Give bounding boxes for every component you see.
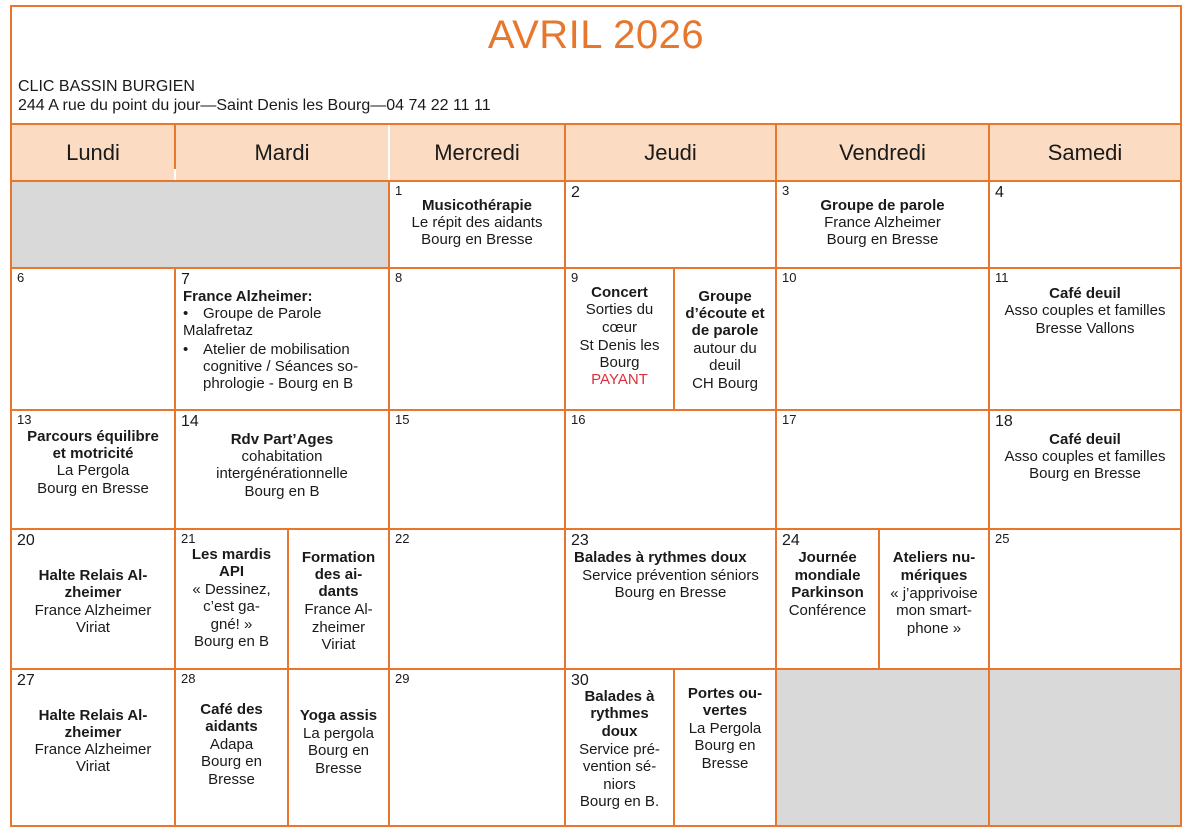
- day-cell-11: [990, 269, 1180, 409]
- event-detail: deuil: [709, 357, 741, 374]
- event-detail: Asso couples et familles: [1004, 448, 1166, 465]
- event-title: d’écoute et: [685, 305, 765, 322]
- event-location: Bresse Vallons: [1035, 320, 1135, 337]
- day-number: 15: [395, 412, 410, 427]
- weekday-jeudi: Jeudi: [566, 125, 775, 180]
- empty-cell: [990, 670, 1180, 825]
- event-location: Bourg en Bresse: [421, 231, 533, 248]
- day-number: 27: [17, 672, 35, 689]
- event-detail: La Pergola: [56, 462, 130, 479]
- event-title: zheimer: [64, 724, 122, 741]
- event-list-item: • Groupe de Parole: [177, 305, 382, 322]
- day-number: 13: [17, 412, 32, 427]
- day-number: 3: [782, 183, 790, 198]
- event-location: Bourg en Bresse: [614, 584, 727, 601]
- event-location: CH Bourg: [692, 375, 758, 392]
- event-list-item: • Atelier de mobilisation cognitive / Séances so- phrologie - Bourg en B: [177, 341, 382, 392]
- event-location: Malafretaz: [183, 322, 254, 339]
- event-detail: phone »: [906, 620, 962, 637]
- day-number: 24: [782, 532, 800, 549]
- event-title: Balades à rythmes doux: [574, 549, 747, 566]
- day-number: 2: [571, 184, 580, 201]
- event-title: rythmes: [590, 705, 649, 722]
- event-title: Journée: [798, 549, 857, 566]
- event-detail: Adapa: [209, 736, 254, 753]
- event-title: API: [218, 563, 244, 580]
- day-number: 11: [995, 270, 1009, 285]
- organization-name: CLIC BASSIN BURGIEN: [18, 78, 195, 95]
- event-title: doux: [601, 723, 638, 740]
- event-detail: Conférence: [788, 602, 867, 619]
- day-cell-8: [390, 269, 564, 409]
- day-cell-29: [390, 670, 564, 825]
- day-cell-21-api: [176, 530, 287, 668]
- event-title: Formation: [301, 549, 376, 566]
- day-cell-25: [990, 530, 1180, 668]
- event-detail: France Alzheimer: [34, 602, 152, 619]
- event-title: Groupe: [698, 288, 752, 305]
- event-title: Parkinson: [791, 584, 864, 601]
- payant-label: PAYANT: [591, 371, 648, 388]
- weekday-mardi: Mardi: [176, 125, 388, 180]
- event-list: [177, 305, 382, 322]
- day-cell-3: [777, 182, 988, 267]
- day-cell-16: [566, 411, 775, 528]
- day-cell-13: [12, 411, 174, 528]
- event-detail: c’est ga-: [203, 598, 260, 615]
- event-location: Bourg en B: [193, 633, 270, 650]
- day-cell-1: [390, 182, 564, 267]
- day-number: 21: [181, 531, 196, 546]
- event-detail: La Pergola: [688, 720, 762, 737]
- day-number: 18: [995, 413, 1013, 430]
- event-detail: « j’apprivoise: [890, 585, 978, 602]
- day-cell-27: [12, 670, 174, 825]
- day-cell-20: [12, 530, 174, 668]
- event-title: Halte Relais Al-: [38, 707, 148, 724]
- day-cell-22: [390, 530, 564, 668]
- day-cell-17: [777, 411, 988, 528]
- day-cell-14: [176, 411, 388, 528]
- event-location: Viriat: [76, 758, 110, 775]
- day-cell-28-yoga: [289, 670, 388, 825]
- event-title: Musicothérapie: [421, 197, 533, 214]
- event-title: Groupe de parole: [820, 197, 945, 214]
- event-location: Bresse: [315, 760, 362, 777]
- day-number: 29: [395, 671, 410, 686]
- day-number: 22: [395, 531, 410, 546]
- day-number: 28: [181, 671, 196, 686]
- event-detail: France Alzheimer: [34, 741, 152, 758]
- event-location: St Denis les: [579, 337, 660, 354]
- weekday-vendredi: Vendredi: [777, 125, 988, 180]
- event-detail: intergénérationnelle: [216, 465, 348, 482]
- event-title: Concert: [591, 284, 648, 301]
- event-detail: autour du: [693, 340, 757, 357]
- event-detail: France Al-: [304, 601, 373, 618]
- day-cell-15: [390, 411, 564, 528]
- event-detail: zheimer: [311, 619, 366, 636]
- event-detail: mon smart-: [896, 602, 972, 619]
- event-title: vertes: [702, 702, 748, 719]
- day-number: 17: [782, 412, 797, 427]
- event-title: dants: [318, 583, 359, 600]
- day-cell-18: [990, 411, 1180, 528]
- organization-info: [18, 77, 491, 115]
- weekday-mercredi: Mercredi: [390, 125, 564, 180]
- day-cell-9-groupe: [675, 269, 775, 409]
- event-location: Bourg en Bresse: [826, 231, 939, 248]
- event-detail: gné! »: [210, 616, 253, 633]
- event-title: et motricité: [52, 445, 134, 462]
- event-detail: La pergola: [303, 725, 374, 742]
- event-title: Parcours équilibre: [27, 428, 159, 445]
- event-title: Yoga assis: [299, 707, 378, 724]
- event-detail: cohabitation: [241, 448, 323, 465]
- event-title: Café deuil: [1049, 285, 1121, 302]
- day-cell-7: [176, 269, 388, 409]
- weekday-samedi: Samedi: [990, 125, 1180, 180]
- event-location: Bourg: [599, 354, 640, 371]
- event-detail: niors: [603, 776, 636, 793]
- day-cell-9-concert: [566, 269, 673, 409]
- event-title: Halte Relais Al-: [38, 567, 148, 584]
- event-location: Bourg en: [201, 753, 262, 770]
- day-number: 10: [782, 270, 797, 285]
- day-cell-30-balades: [566, 670, 673, 825]
- day-cell-4: [990, 182, 1180, 267]
- day-cell-21-formation: [289, 530, 388, 668]
- event-location: Bourg en: [694, 737, 756, 754]
- event-title: Portes ou-: [687, 685, 763, 702]
- day-cell-24-ateliers: [880, 530, 988, 668]
- event-location: Bourg en Bresse: [37, 480, 149, 497]
- event-detail: Asso couples et familles: [1004, 302, 1166, 319]
- day-number: 8: [395, 270, 403, 285]
- event-location: Bresse: [208, 771, 255, 788]
- day-cell-24-parkinson: [777, 530, 878, 668]
- event-title: Balades à: [584, 688, 655, 705]
- event-title: Café des: [200, 701, 263, 718]
- event-location: Bresse: [701, 755, 749, 772]
- event-location: Viriat: [76, 619, 110, 636]
- day-cell-6: [12, 269, 174, 409]
- weekday-lundi: Lundi: [12, 125, 174, 180]
- event-detail: « Dessinez,: [192, 581, 271, 598]
- event-title: des ai-: [314, 566, 363, 583]
- day-number: 23: [571, 532, 589, 549]
- event-detail: France Alzheimer: [824, 214, 941, 231]
- event-title: aidants: [205, 718, 258, 735]
- day-number: 1: [395, 183, 403, 198]
- event-detail: Service prévention séniors: [582, 567, 759, 584]
- empty-cell: [12, 182, 388, 267]
- event-title: France Alzheimer:: [183, 288, 313, 305]
- day-number: 16: [571, 412, 586, 427]
- day-cell-30-portes: [675, 670, 775, 825]
- event-title: Café deuil: [1049, 431, 1121, 448]
- event-title: Les mardis: [191, 546, 272, 563]
- event-title: de parole: [691, 322, 759, 339]
- event-location: Bourg en Bresse: [1029, 465, 1141, 482]
- empty-cell: [777, 670, 988, 825]
- day-number: 7: [181, 271, 190, 288]
- calendar-header: [10, 5, 1182, 125]
- event-detail: Service pré-: [579, 741, 660, 758]
- event-title: mondiale: [794, 567, 861, 584]
- event-location: Bourg en: [308, 742, 369, 759]
- day-number: 30: [571, 672, 589, 689]
- event-detail: cœur: [602, 319, 637, 336]
- day-number: 20: [17, 532, 35, 549]
- organization-address: 244 A rue du point du jour—Saint Denis les Bourg—04 74 22 11 11: [18, 97, 491, 114]
- day-number: 6: [17, 270, 25, 285]
- day-cell-10: [777, 269, 988, 409]
- event-detail: Le répit des aidants: [411, 214, 543, 231]
- day-number: 9: [571, 270, 579, 285]
- event-list: [177, 341, 382, 392]
- event-title: Rdv Part’Ages: [230, 431, 334, 448]
- event-title: mériques: [900, 567, 968, 584]
- day-number: 25: [995, 531, 1010, 546]
- day-number: 4: [995, 184, 1004, 201]
- event-location: Viriat: [321, 636, 356, 653]
- event-location: Bourg en B: [244, 483, 320, 500]
- event-location: Bourg en B.: [579, 793, 660, 810]
- event-title: Ateliers nu-: [892, 549, 976, 566]
- event-title: zheimer: [64, 584, 122, 601]
- day-cell-23: [566, 530, 775, 668]
- page-title: AVRIL 2026: [487, 13, 705, 57]
- day-number: 14: [181, 413, 199, 430]
- event-detail: Sorties du: [585, 301, 654, 318]
- event-detail: vention sé-: [582, 758, 657, 775]
- day-cell-28-cafe: [176, 670, 287, 825]
- day-cell-2: [566, 182, 775, 267]
